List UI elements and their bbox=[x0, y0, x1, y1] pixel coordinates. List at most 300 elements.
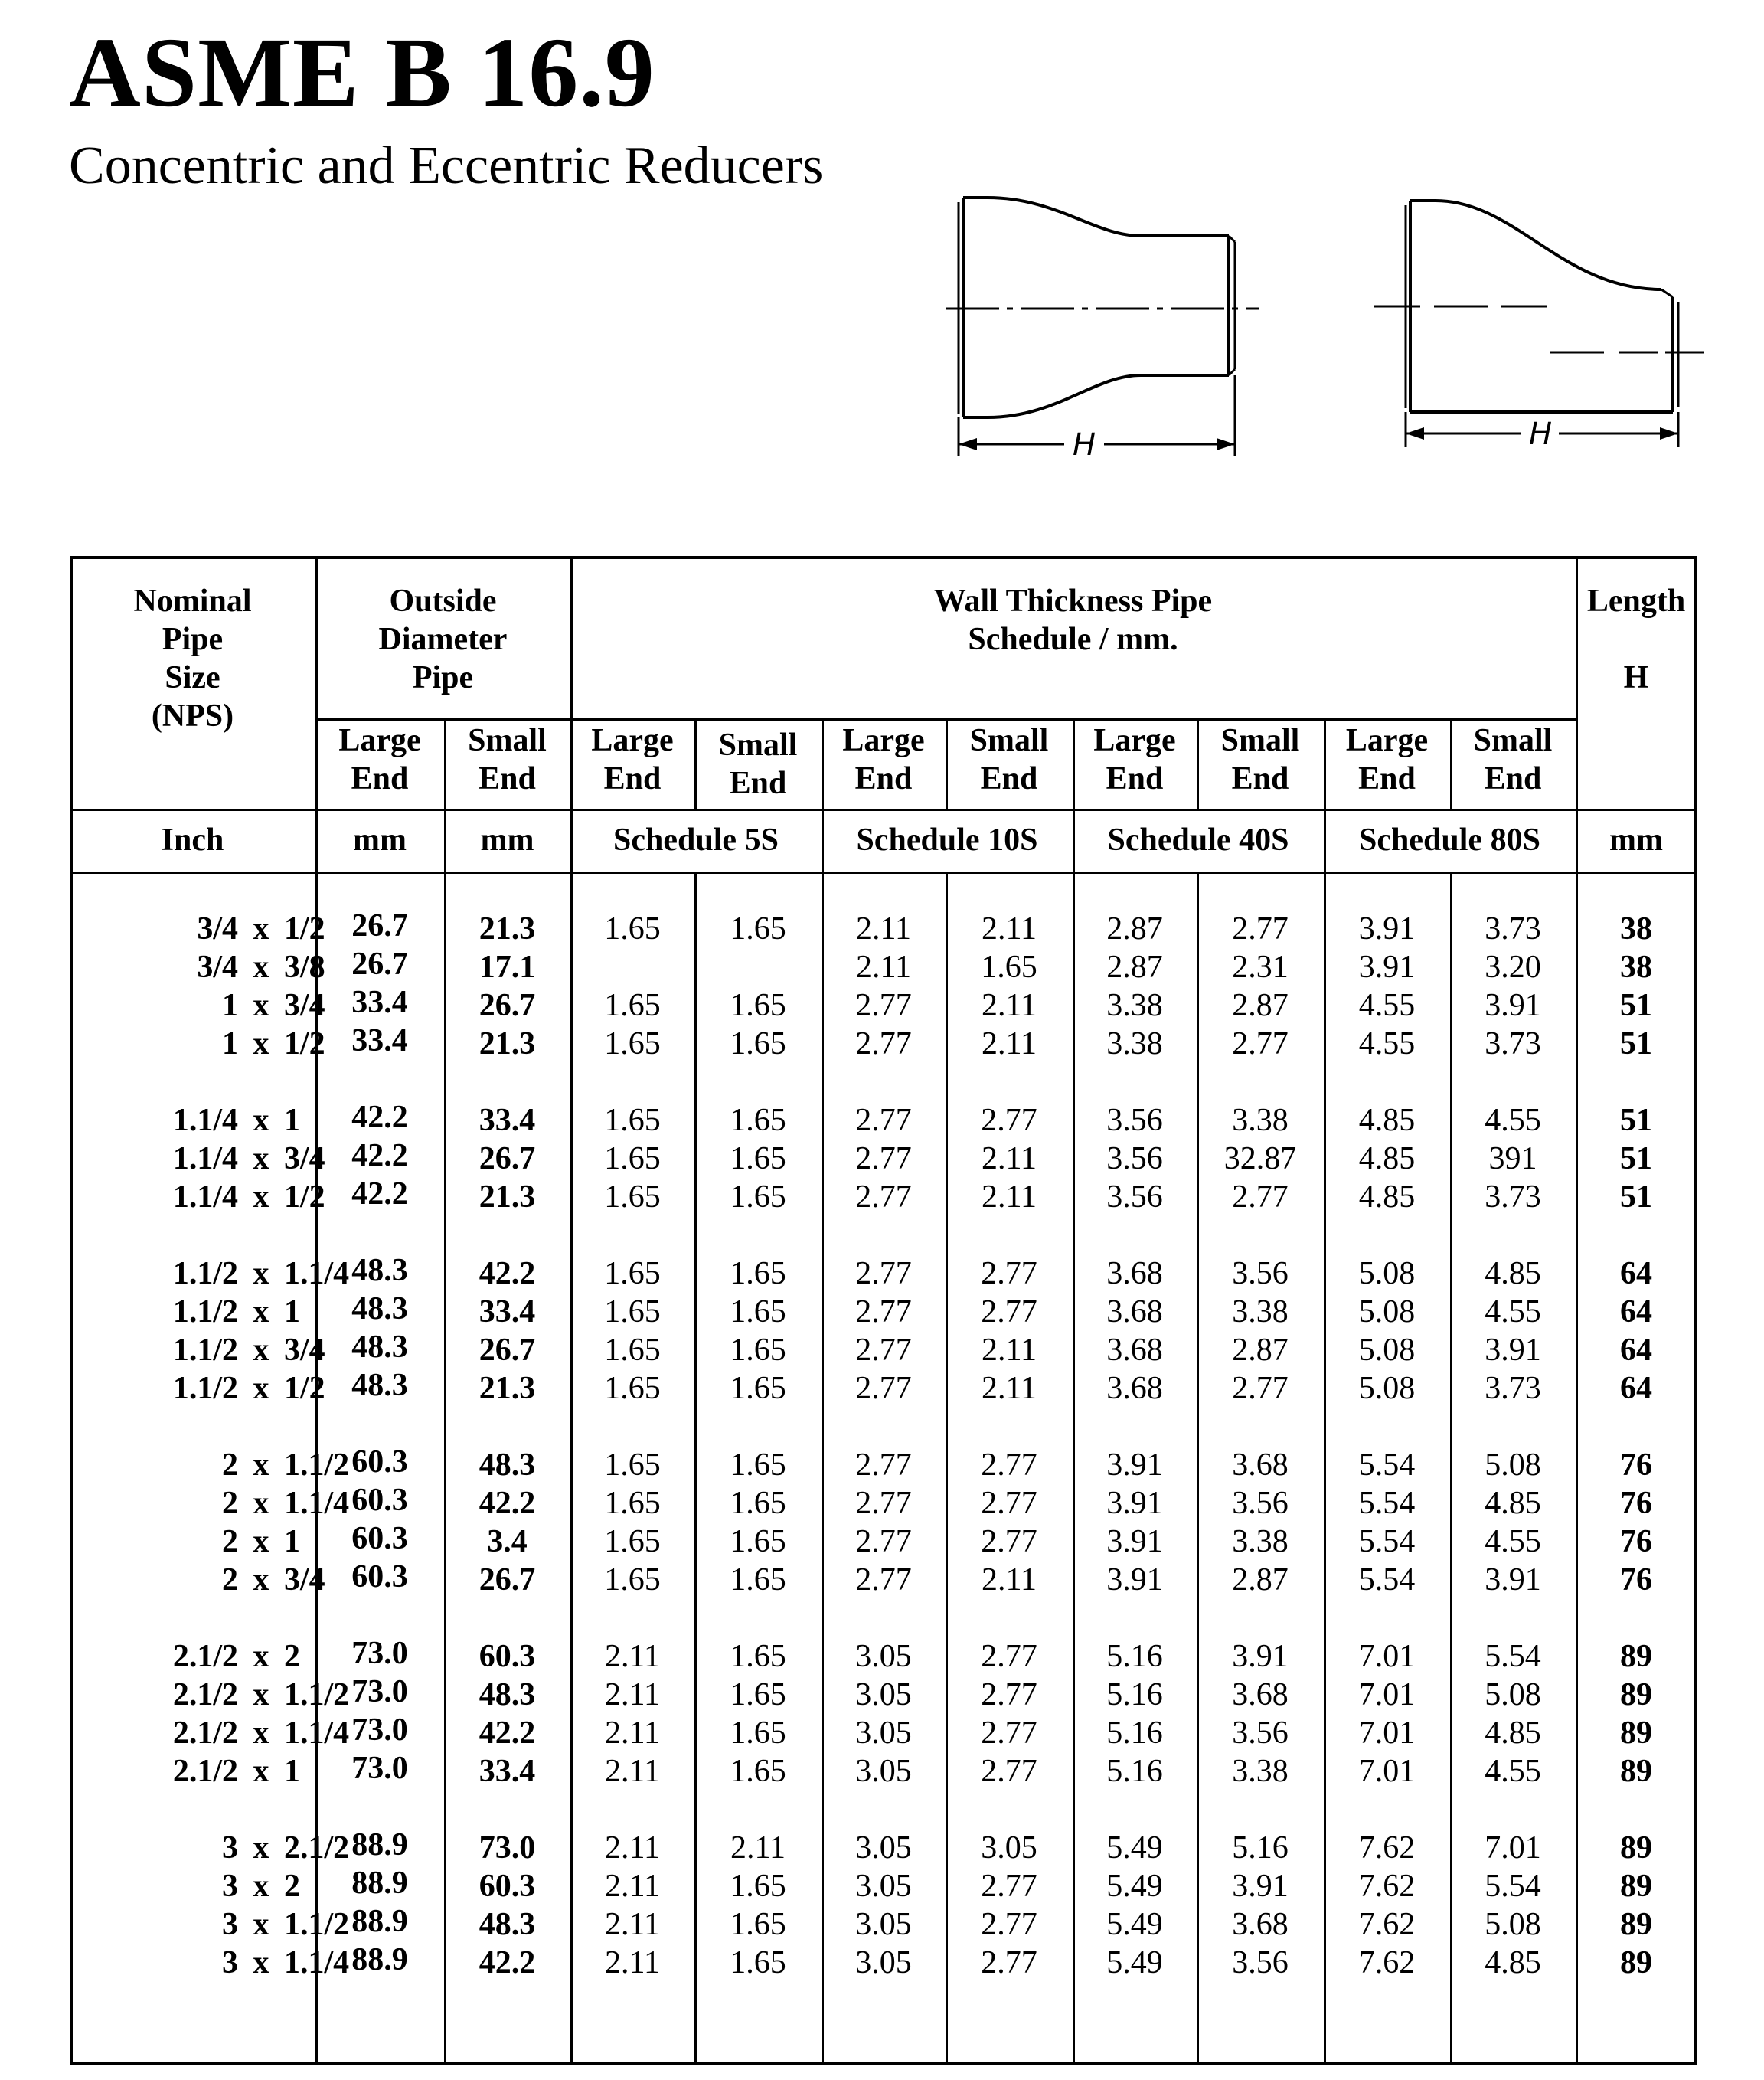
cell-s10-l: 3.05 bbox=[855, 1677, 912, 1712]
cell-s40-l: 5.49 bbox=[1106, 1830, 1163, 1866]
table-row bbox=[70, 1331, 1697, 1369]
cell-od-s: 48.3 bbox=[479, 1677, 536, 1712]
unit-schedule-5s: Schedule 5S bbox=[613, 823, 779, 858]
nps-small: 3/4 bbox=[284, 1333, 325, 1368]
cell-s40-s: 3.56 bbox=[1232, 1715, 1289, 1751]
nps-times: x bbox=[253, 1294, 270, 1329]
cell-h: 89 bbox=[1620, 1715, 1652, 1751]
cell-s5-l: 2.11 bbox=[605, 1869, 660, 1904]
cell-s80-l: 7.62 bbox=[1358, 1830, 1416, 1866]
cell-s40-l: 3.68 bbox=[1106, 1256, 1163, 1291]
table-row bbox=[70, 1676, 1697, 1714]
cell-s5-l: 1.65 bbox=[604, 1562, 661, 1598]
cell-s80-s: 3.91 bbox=[1485, 1333, 1541, 1368]
cell-od-s: 17.1 bbox=[479, 950, 536, 985]
cell-s40-s: 2.87 bbox=[1232, 1333, 1289, 1368]
cell-s5-l: 1.65 bbox=[604, 1103, 661, 1138]
header-line: End bbox=[980, 761, 1038, 796]
cell-s10-l: 3.05 bbox=[855, 1907, 912, 1942]
table-row bbox=[70, 1752, 1697, 1791]
cell-s40-l: 3.38 bbox=[1106, 1026, 1163, 1061]
cell-s10-s: 2.77 bbox=[981, 1103, 1037, 1138]
header-line: Schedule / mm. bbox=[968, 622, 1178, 657]
cell-s40-s: 3.91 bbox=[1232, 1639, 1289, 1674]
cell-s5-l: 1.65 bbox=[604, 1371, 661, 1406]
subheader-sch10-large-end bbox=[822, 721, 946, 798]
cell-s80-l: 5.08 bbox=[1358, 1256, 1416, 1291]
table-row bbox=[70, 1178, 1697, 1216]
cell-s40-l: 3.91 bbox=[1106, 1447, 1163, 1483]
cell-od-s: 42.2 bbox=[479, 1486, 536, 1521]
cell-s5-s: 1.65 bbox=[730, 1677, 786, 1712]
cell-s40-l: 3.68 bbox=[1106, 1294, 1163, 1329]
nps-small: 1/2 bbox=[284, 1026, 325, 1061]
cell-s40-s: 3.68 bbox=[1232, 1677, 1289, 1712]
table-row bbox=[70, 1293, 1697, 1331]
cell-s80-s: 4.85 bbox=[1485, 1256, 1541, 1291]
cell-s5-l: 2.11 bbox=[605, 1907, 660, 1942]
nps-times: x bbox=[253, 1256, 270, 1291]
concentric-h-label: H bbox=[1072, 427, 1096, 463]
cell-od-s: 73.0 bbox=[479, 1830, 536, 1866]
nps-small: 1 bbox=[284, 1754, 300, 1789]
cell-od-l: 42.2 bbox=[351, 1138, 408, 1173]
cell-s40-s: 3.56 bbox=[1232, 1486, 1289, 1521]
cell-s5-s: 1.65 bbox=[730, 1447, 786, 1483]
subheader-sch10-small-end bbox=[946, 721, 1073, 798]
header-line: Nominal bbox=[133, 584, 252, 619]
cell-s10-l: 2.77 bbox=[855, 1141, 912, 1176]
table-row bbox=[70, 1025, 1697, 1063]
cell-od-l: 73.0 bbox=[351, 1712, 408, 1748]
header-line: H bbox=[1623, 660, 1649, 695]
cell-s80-s: 3.91 bbox=[1485, 988, 1541, 1023]
cell-s10-l: 3.05 bbox=[855, 1945, 912, 1980]
cell-s5-s: 1.65 bbox=[730, 1639, 786, 1674]
nps-small: 1 bbox=[284, 1294, 300, 1329]
cell-s80-l: 4.55 bbox=[1358, 988, 1416, 1023]
cell-s80-s: 5.08 bbox=[1485, 1447, 1541, 1483]
cell-s80-l: 7.01 bbox=[1358, 1639, 1416, 1674]
cell-s10-l: 2.77 bbox=[855, 1562, 912, 1598]
cell-s10-s: 2.77 bbox=[981, 1754, 1037, 1789]
nps-small: 1/2 bbox=[284, 1371, 325, 1406]
nps-times: x bbox=[253, 1371, 270, 1406]
unit-od-large: mm bbox=[353, 823, 407, 858]
cell-s10-s: 2.77 bbox=[981, 1486, 1037, 1521]
cell-s80-s: 3.73 bbox=[1485, 1026, 1541, 1061]
header-line: Small bbox=[718, 728, 798, 763]
nps-small: 1.1/2 bbox=[284, 1677, 350, 1712]
cell-h: 89 bbox=[1620, 1907, 1652, 1942]
cell-h: 51 bbox=[1620, 1179, 1652, 1215]
cell-s80-l: 5.54 bbox=[1358, 1486, 1416, 1521]
nps-small: 2 bbox=[284, 1869, 300, 1904]
nps-times: x bbox=[253, 1945, 270, 1980]
cell-s80-l: 7.62 bbox=[1358, 1945, 1416, 1980]
table-row bbox=[70, 1714, 1697, 1752]
nps-small: 1.1/4 bbox=[284, 1256, 350, 1291]
table-row bbox=[70, 1905, 1697, 1944]
cell-s10-s: 2.11 bbox=[982, 911, 1037, 947]
cell-s10-s: 2.77 bbox=[981, 1256, 1037, 1291]
nps-times: x bbox=[253, 1179, 270, 1215]
nps-small: 1.1/2 bbox=[284, 1447, 350, 1483]
cell-s80-s: 7.01 bbox=[1485, 1830, 1541, 1866]
table-row bbox=[70, 1867, 1697, 1905]
cell-s80-s: 3.73 bbox=[1485, 911, 1541, 947]
cell-od-l: 88.9 bbox=[351, 1904, 408, 1939]
table-row bbox=[70, 1637, 1697, 1676]
cell-h: 76 bbox=[1620, 1447, 1652, 1483]
cell-s80-l: 7.62 bbox=[1358, 1907, 1416, 1942]
cell-od-s: 33.4 bbox=[479, 1294, 536, 1329]
nps-large: 1.1/2 bbox=[172, 1256, 238, 1291]
cell-s40-s: 3.38 bbox=[1232, 1524, 1289, 1559]
cell-s40-s: 2.77 bbox=[1232, 1179, 1289, 1215]
cell-s80-l: 7.62 bbox=[1358, 1869, 1416, 1904]
nps-large: 3 bbox=[222, 1869, 238, 1904]
cell-s5-s: 2.11 bbox=[730, 1830, 786, 1866]
cell-s10-l: 2.77 bbox=[855, 988, 912, 1023]
unit-od-small: mm bbox=[480, 823, 534, 858]
cell-s10-s: 2.77 bbox=[981, 1677, 1037, 1712]
header-line: End bbox=[479, 761, 536, 796]
nps-large: 3/4 bbox=[197, 950, 238, 985]
cell-s80-s: 3.73 bbox=[1485, 1371, 1541, 1406]
cell-s5-l: 1.65 bbox=[604, 1179, 661, 1215]
cell-h: 64 bbox=[1620, 1256, 1652, 1291]
cell-s40-l: 5.16 bbox=[1106, 1715, 1163, 1751]
nps-large: 1.1/4 bbox=[172, 1103, 238, 1138]
table-row bbox=[70, 1944, 1697, 1982]
cell-s10-s: 2.11 bbox=[982, 1371, 1037, 1406]
cell-s10-s: 2.77 bbox=[981, 1639, 1037, 1674]
cell-h: 89 bbox=[1620, 1677, 1652, 1712]
cell-s40-s: 3.38 bbox=[1232, 1294, 1289, 1329]
subheader-od-small-end bbox=[444, 721, 570, 798]
cell-s10-s: 2.11 bbox=[982, 1026, 1037, 1061]
cell-s5-s: 1.65 bbox=[730, 1945, 786, 1980]
page-title: ASME B 16.9 bbox=[69, 18, 655, 128]
cell-od-s: 42.2 bbox=[479, 1715, 536, 1751]
cell-od-s: 26.7 bbox=[479, 988, 536, 1023]
cell-s40-l: 3.56 bbox=[1106, 1179, 1163, 1215]
cell-s80-l: 5.54 bbox=[1358, 1562, 1416, 1598]
cell-s40-s: 3.68 bbox=[1232, 1907, 1289, 1942]
table-row bbox=[70, 1369, 1697, 1408]
cell-od-s: 26.7 bbox=[479, 1562, 536, 1598]
header-line: Pipe bbox=[162, 622, 224, 657]
cell-s40-l: 3.91 bbox=[1106, 1524, 1163, 1559]
header-line: Small bbox=[1220, 723, 1300, 758]
cell-h: 51 bbox=[1620, 1141, 1652, 1176]
cell-s80-l: 5.08 bbox=[1358, 1333, 1416, 1368]
cell-s40-l: 5.49 bbox=[1106, 1945, 1163, 1980]
cell-s40-l: 3.38 bbox=[1106, 988, 1163, 1023]
cell-s5-l: 1.65 bbox=[604, 911, 661, 947]
cell-s5-s: 1.65 bbox=[730, 1907, 786, 1942]
cell-s5-s: 1.65 bbox=[730, 911, 786, 947]
nps-large: 2.1/2 bbox=[172, 1715, 238, 1751]
subheader-sch40-large-end bbox=[1073, 721, 1197, 798]
table-row bbox=[70, 1522, 1697, 1561]
cell-od-l: 42.2 bbox=[351, 1100, 408, 1135]
subheader-sch40-small-end bbox=[1197, 721, 1324, 798]
cell-od-l: 60.3 bbox=[351, 1483, 408, 1518]
unit-nps: Inch bbox=[161, 823, 224, 858]
nps-times: x bbox=[253, 988, 270, 1023]
nps-times: x bbox=[253, 950, 270, 985]
cell-s10-l: 2.77 bbox=[855, 1447, 912, 1483]
cell-od-s: 48.3 bbox=[479, 1447, 536, 1483]
cell-s10-l: 2.77 bbox=[855, 1026, 912, 1061]
cell-od-s: 3.4 bbox=[487, 1524, 528, 1559]
cell-od-s: 48.3 bbox=[479, 1907, 536, 1942]
header-line: Small bbox=[1473, 723, 1553, 758]
cell-s10-s: 2.77 bbox=[981, 1447, 1037, 1483]
table-row bbox=[70, 1101, 1697, 1140]
cell-s5-s: 1.65 bbox=[730, 1371, 786, 1406]
nps-small: 3/8 bbox=[284, 950, 325, 985]
cell-s10-s: 2.11 bbox=[982, 1333, 1037, 1368]
cell-s40-s: 32.87 bbox=[1223, 1141, 1297, 1176]
cell-s5-l: 2.11 bbox=[605, 1639, 660, 1674]
cell-s5-l: 1.65 bbox=[604, 1486, 661, 1521]
cell-od-s: 33.4 bbox=[479, 1754, 536, 1789]
cell-s5-s: 1.65 bbox=[730, 1026, 786, 1061]
unit-schedule-80s: Schedule 80S bbox=[1359, 823, 1540, 858]
cell-s80-l: 3.91 bbox=[1358, 911, 1416, 947]
cell-s40-l: 5.16 bbox=[1106, 1677, 1163, 1712]
header-line: End bbox=[1358, 761, 1416, 796]
nps-small: 3/4 bbox=[284, 1562, 325, 1598]
cell-s10-l: 2.77 bbox=[855, 1179, 912, 1215]
cell-s40-s: 3.56 bbox=[1232, 1256, 1289, 1291]
cell-od-l: 48.3 bbox=[351, 1291, 408, 1326]
header-line: Large bbox=[842, 723, 925, 758]
cell-s10-l: 2.77 bbox=[855, 1486, 912, 1521]
cell-od-s: 21.3 bbox=[479, 1026, 536, 1061]
nps-small: 1/2 bbox=[284, 1179, 325, 1215]
header-line: Small bbox=[468, 723, 547, 758]
nps-large: 2 bbox=[222, 1486, 238, 1521]
cell-od-l: 60.3 bbox=[351, 1444, 408, 1480]
cell-s40-s: 2.77 bbox=[1232, 1371, 1289, 1406]
header-wall-thickness bbox=[570, 582, 1576, 659]
cell-s80-s: 3.91 bbox=[1485, 1562, 1541, 1598]
nps-times: x bbox=[253, 1141, 270, 1176]
header-line: End bbox=[1484, 761, 1542, 796]
nps-large: 2 bbox=[222, 1447, 238, 1483]
cell-s40-l: 5.49 bbox=[1106, 1907, 1163, 1942]
nps-large: 3 bbox=[222, 1830, 238, 1866]
cell-s5-l: 2.11 bbox=[605, 1754, 660, 1789]
header-line: End bbox=[729, 766, 787, 801]
nps-large: 2.1/2 bbox=[172, 1754, 238, 1789]
cell-s5-s: 1.65 bbox=[730, 1562, 786, 1598]
cell-s40-s: 2.77 bbox=[1232, 1026, 1289, 1061]
nps-large: 2 bbox=[222, 1562, 238, 1598]
cell-h: 51 bbox=[1620, 1026, 1652, 1061]
header-line: Pipe bbox=[412, 660, 474, 695]
cell-s80-l: 7.01 bbox=[1358, 1677, 1416, 1712]
cell-s5-s: 1.65 bbox=[730, 1294, 786, 1329]
nps-times: x bbox=[253, 1677, 270, 1712]
nps-small: 1.1/2 bbox=[284, 1907, 350, 1942]
cell-s40-s: 5.16 bbox=[1232, 1830, 1289, 1866]
cell-od-l: 48.3 bbox=[351, 1329, 408, 1365]
cell-s5-s: 1.65 bbox=[730, 1754, 786, 1789]
nps-times: x bbox=[253, 1639, 270, 1674]
header-line: Large bbox=[591, 723, 674, 758]
table-row bbox=[70, 1254, 1697, 1293]
cell-s5-s bbox=[694, 948, 822, 986]
cell-s10-s: 2.77 bbox=[981, 1524, 1037, 1559]
cell-s80-l: 4.85 bbox=[1358, 1141, 1416, 1176]
nps-small: 2 bbox=[284, 1639, 300, 1674]
nps-large: 1.1/2 bbox=[172, 1371, 238, 1406]
cell-h: 89 bbox=[1620, 1639, 1652, 1674]
header-nps bbox=[70, 582, 315, 735]
cell-s5-l: 1.65 bbox=[604, 1026, 661, 1061]
cell-s10-l: 2.77 bbox=[855, 1371, 912, 1406]
subheader-sch80-large-end bbox=[1324, 721, 1450, 798]
table-row bbox=[70, 1561, 1697, 1599]
nps-large: 1.1/4 bbox=[172, 1141, 238, 1176]
cell-s5-s: 1.65 bbox=[730, 1486, 786, 1521]
cell-s80-s: 4.55 bbox=[1485, 1524, 1541, 1559]
cell-s80-s: 5.08 bbox=[1485, 1677, 1541, 1712]
header-line: (NPS) bbox=[151, 698, 234, 734]
cell-s40-s: 3.56 bbox=[1232, 1945, 1289, 1980]
nps-times: x bbox=[253, 911, 270, 947]
cell-h: 76 bbox=[1620, 1524, 1652, 1559]
cell-s40-s: 3.38 bbox=[1232, 1754, 1289, 1789]
nps-large: 2.1/2 bbox=[172, 1677, 238, 1712]
cell-s10-l: 2.77 bbox=[855, 1333, 912, 1368]
header-line: Large bbox=[1093, 723, 1176, 758]
cell-s40-l: 2.87 bbox=[1106, 911, 1163, 947]
cell-s10-l: 2.77 bbox=[855, 1256, 912, 1291]
nps-small: 3/4 bbox=[284, 1141, 325, 1176]
cell-s10-s: 2.11 bbox=[982, 988, 1037, 1023]
table-row bbox=[70, 948, 1697, 986]
cell-s80-s: 3.73 bbox=[1485, 1179, 1541, 1215]
cell-od-s: 42.2 bbox=[479, 1945, 536, 1980]
nps-large: 3 bbox=[222, 1945, 238, 1980]
cell-h: 76 bbox=[1620, 1562, 1652, 1598]
cell-s80-s: 4.85 bbox=[1485, 1486, 1541, 1521]
cell-s5-l: 1.65 bbox=[604, 1333, 661, 1368]
nps-small: 1 bbox=[284, 1103, 300, 1138]
cell-s10-s: 2.77 bbox=[981, 1869, 1037, 1904]
unit-schedule-10s: Schedule 10S bbox=[856, 823, 1038, 858]
cell-s5-l: 1.65 bbox=[604, 1524, 661, 1559]
cell-s80-l: 4.85 bbox=[1358, 1179, 1416, 1215]
cell-s40-s: 2.77 bbox=[1232, 911, 1289, 947]
table-divider bbox=[70, 809, 1697, 811]
subheader-sch5-small-end bbox=[694, 726, 822, 803]
nps-large: 1 bbox=[222, 988, 238, 1023]
cell-s80-l: 5.54 bbox=[1358, 1524, 1416, 1559]
nps-times: x bbox=[253, 1907, 270, 1942]
cell-s5-l: 1.65 bbox=[604, 1447, 661, 1483]
subheader-od-large-end bbox=[315, 721, 444, 798]
cell-s10-s: 2.77 bbox=[981, 1715, 1037, 1751]
cell-s80-s: 4.55 bbox=[1485, 1754, 1541, 1789]
cell-h: 89 bbox=[1620, 1830, 1652, 1866]
nps-times: x bbox=[253, 1562, 270, 1598]
cell-s80-s: 4.85 bbox=[1485, 1715, 1541, 1751]
cell-s5-s: 1.65 bbox=[730, 1179, 786, 1215]
cell-h: 89 bbox=[1620, 1869, 1652, 1904]
header-line: Small bbox=[969, 723, 1049, 758]
nps-large: 1.1/2 bbox=[172, 1333, 238, 1368]
eccentric-reducer-drawing bbox=[1370, 190, 1707, 458]
cell-s10-s: 2.11 bbox=[982, 1141, 1037, 1176]
cell-h: 64 bbox=[1620, 1333, 1652, 1368]
cell-od-s: 33.4 bbox=[479, 1103, 536, 1138]
nps-times: x bbox=[253, 1524, 270, 1559]
cell-s10-l: 2.77 bbox=[855, 1524, 912, 1559]
cell-h: 38 bbox=[1620, 911, 1652, 947]
cell-od-l: 73.0 bbox=[351, 1751, 408, 1786]
nps-small: 1/2 bbox=[284, 911, 325, 947]
cell-s5-l: 2.11 bbox=[605, 1945, 660, 1980]
cell-h: 89 bbox=[1620, 1945, 1652, 1980]
cell-s80-s: 4.85 bbox=[1485, 1945, 1541, 1980]
cell-s10-l: 3.05 bbox=[855, 1715, 912, 1751]
cell-s10-l: 2.11 bbox=[856, 950, 911, 985]
cell-od-l: 42.2 bbox=[351, 1176, 408, 1212]
nps-small: 1.1/4 bbox=[284, 1945, 350, 1980]
cell-s40-s: 2.31 bbox=[1232, 950, 1289, 985]
nps-small: 2.1/2 bbox=[284, 1830, 350, 1866]
cell-od-s: 21.3 bbox=[479, 911, 536, 947]
cell-s40-l: 3.68 bbox=[1106, 1371, 1163, 1406]
cell-h: 38 bbox=[1620, 950, 1652, 985]
cell-od-l: 33.4 bbox=[351, 985, 408, 1020]
table-row bbox=[70, 1829, 1697, 1867]
nps-times: x bbox=[253, 1447, 270, 1483]
cell-s40-s: 3.38 bbox=[1232, 1103, 1289, 1138]
cell-s10-s: 2.11 bbox=[982, 1179, 1037, 1215]
cell-od-s: 60.3 bbox=[479, 1639, 536, 1674]
header-outside-diameter bbox=[315, 582, 570, 697]
cell-s5-l: 2.11 bbox=[605, 1677, 660, 1712]
table-divider bbox=[70, 872, 1697, 874]
cell-s10-l: 2.77 bbox=[855, 1294, 912, 1329]
nps-times: x bbox=[253, 1333, 270, 1368]
cell-od-s: 21.3 bbox=[479, 1371, 536, 1406]
nps-times: x bbox=[253, 1830, 270, 1866]
cell-s80-s: 3.20 bbox=[1485, 950, 1541, 985]
nps-large: 3 bbox=[222, 1907, 238, 1942]
cell-od-l: 88.9 bbox=[351, 1827, 408, 1863]
table-divider bbox=[315, 718, 1576, 721]
cell-h: 64 bbox=[1620, 1371, 1652, 1406]
cell-od-s: 60.3 bbox=[479, 1869, 536, 1904]
table-row bbox=[70, 986, 1697, 1025]
cell-od-l: 33.4 bbox=[351, 1023, 408, 1058]
nps-times: x bbox=[253, 1869, 270, 1904]
cell-od-s: 26.7 bbox=[479, 1141, 536, 1176]
nps-small: 3/4 bbox=[284, 988, 325, 1023]
cell-s10-s: 2.77 bbox=[981, 1945, 1037, 1980]
cell-s10-s: 1.65 bbox=[981, 950, 1037, 985]
cell-s10-l: 3.05 bbox=[855, 1754, 912, 1789]
